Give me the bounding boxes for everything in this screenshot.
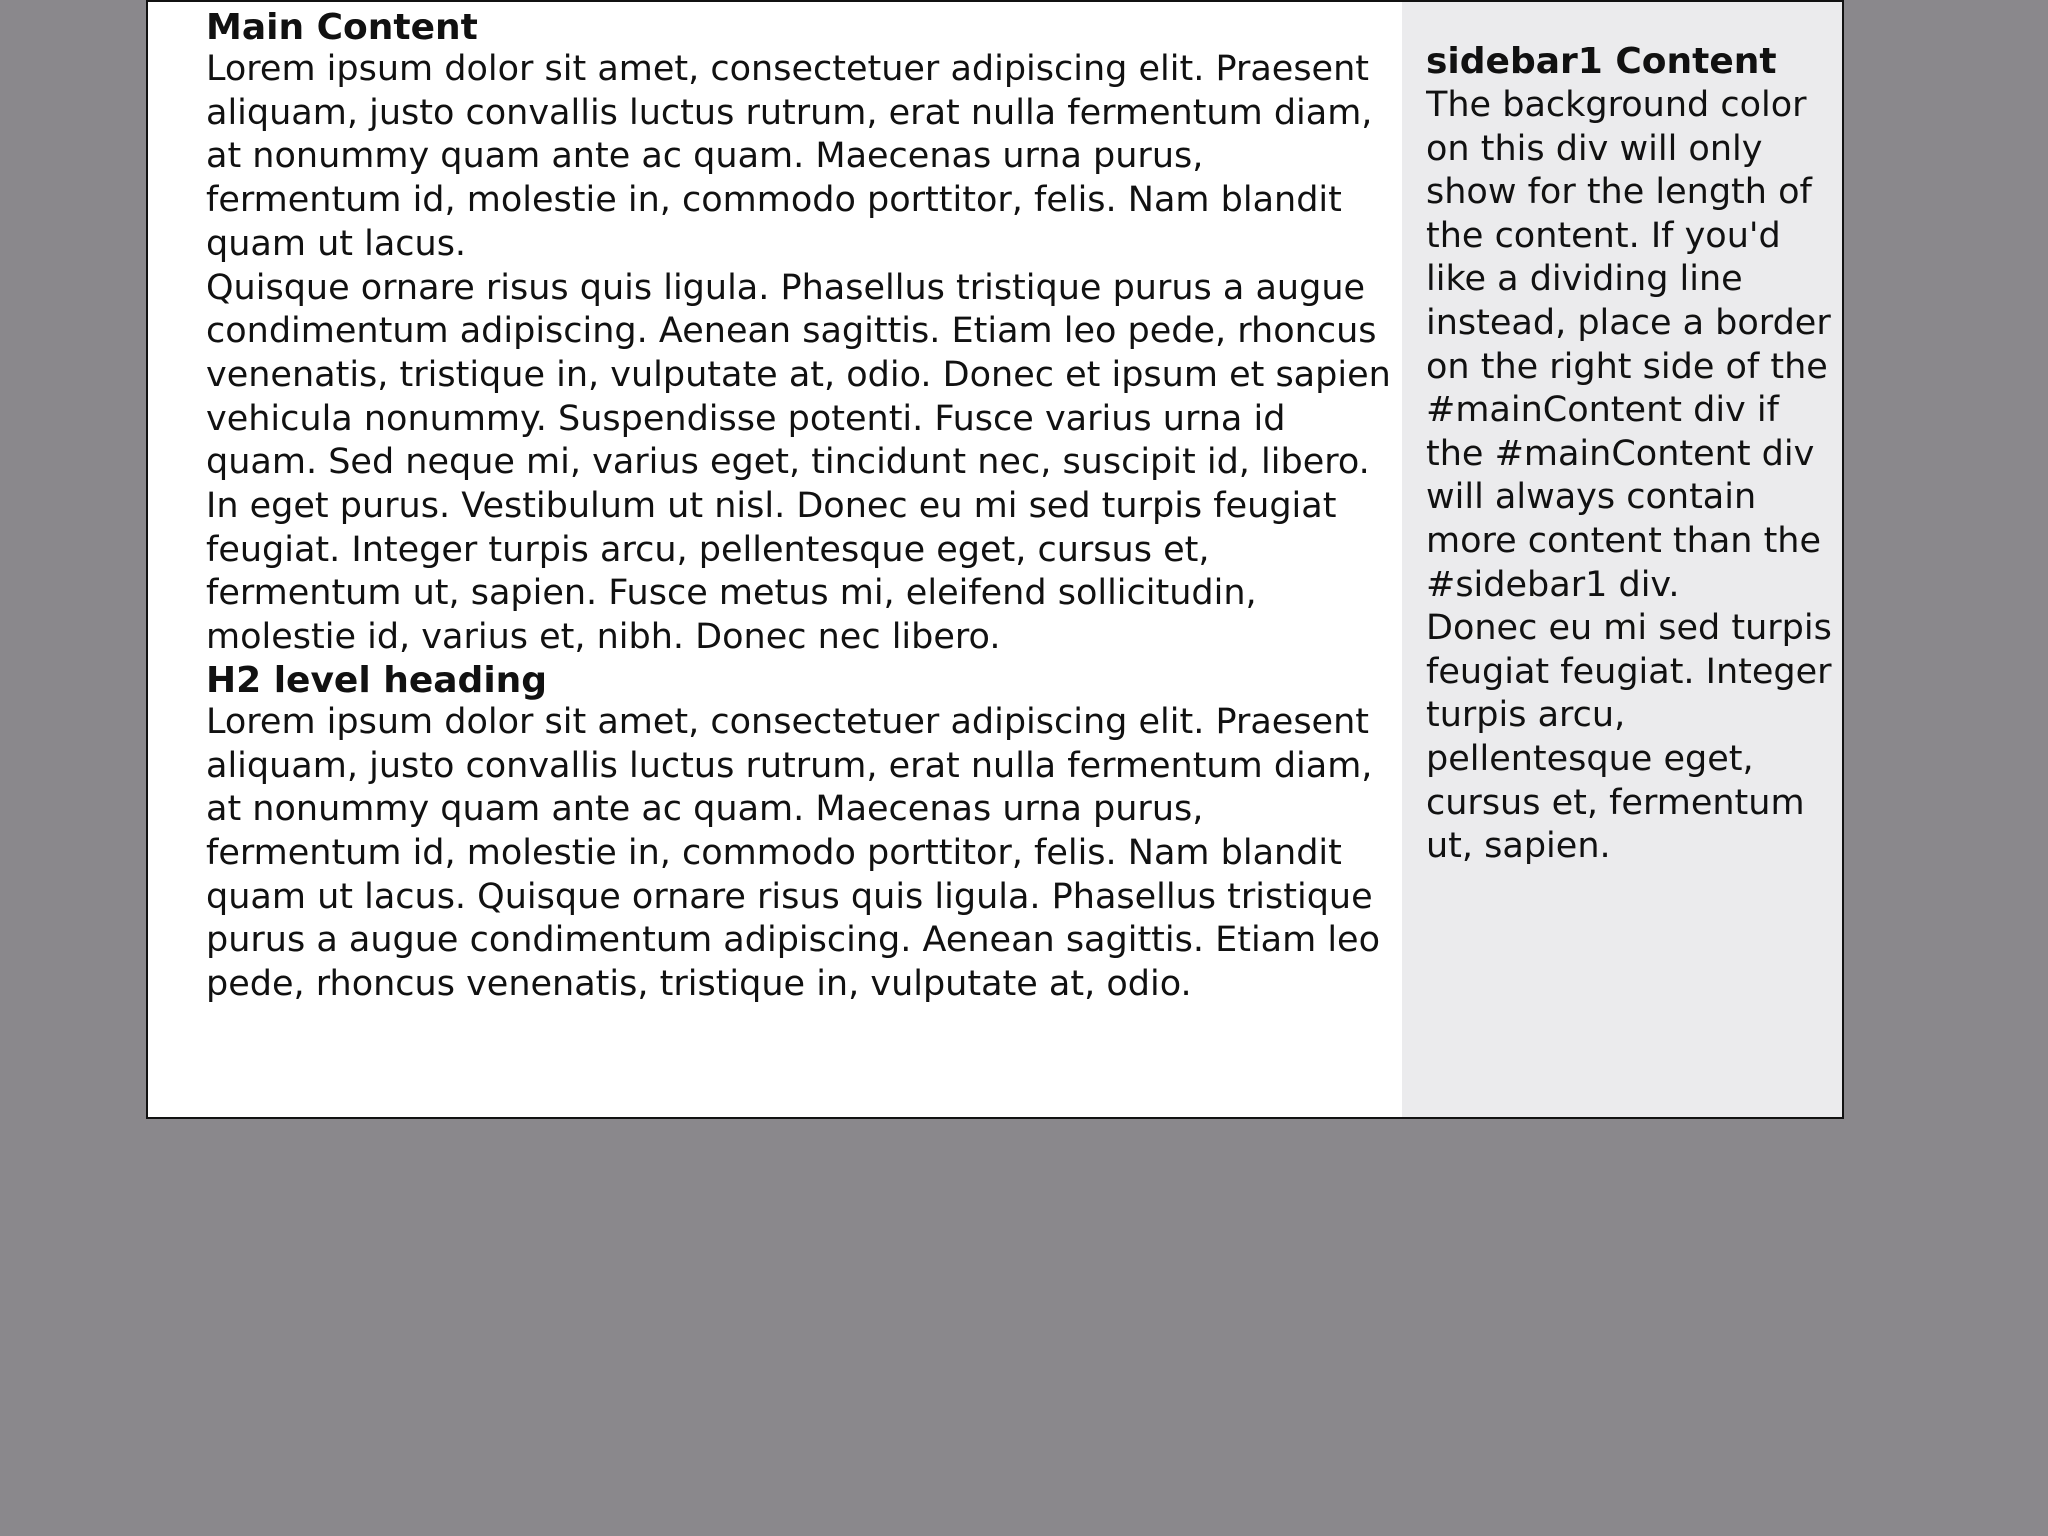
main-content (206, 7, 1396, 1112)
main-paragraph-1: Lorem ipsum dolor sit amet, consectetuer adipiscing elit. Praesent aliquam, justo convallis luctus rutrum, erat nulla fermentum diam, at nonummy quam ante ac quam. Maecenas urna purus, fermentum id, molestie in, commodo porttitor, felis. Nam blandit quam ut lacus. (206, 49, 1373, 264)
sidebar-paragraph-1: The background color on this div will only show for the length of the content. If you'd like a dividing line instead, place a border on the right side of the #mainContent div if the #mainContent div will always contain more content than the #sidebar1 div. (1426, 85, 1831, 605)
main-heading: Main Content (206, 7, 478, 48)
sidebar-content (1426, 40, 1840, 1100)
main-paragraph-2: Quisque ornare risus quis ligula. Phasellus tristique purus a augue condimentum adipiscing. Aenean sagittis. Etiam leo pede, rhoncus venenatis, tristique in, vulputate at, odio. Donec et ipsum et sapien vehicula nonummy. Suspendisse potenti. Fusce varius urna id quam. Sed neque mi, varius eget, tincidunt nec, suscipit id, libero. In eget purus. Vestibulum ut nisl. Donec eu mi sed turpis feugiat feugiat. Integer turpis arcu, pellentesque eget, cursus et, fermentum ut, sapien. Fusce metus mi, eleifend sollicitudin, molestie id, varius et, nibh. Donec nec libero. (206, 267, 1391, 658)
sidebar-heading: sidebar1 Content (1426, 41, 1777, 82)
main-paragraph-3: Lorem ipsum dolor sit amet, consectetuer adipiscing elit. Praesent aliquam, justo convallis luctus rutrum, erat nulla fermentum diam, at nonummy quam ante ac quam. Maecenas urna purus, fermentum id, molestie in, commodo porttitor, felis. Nam blandit quam ut lacus. Quisque ornare risus quis ligula. Phasellus tristique purus a augue condimentum adipiscing. Aenean sagittis. Etiam leo pede, rhoncus venenatis, tristique in, vulputate at, odio. (206, 701, 1381, 1005)
sidebar-paragraph-2: Donec eu mi sed turpis feugiat feugiat. Integer turpis arcu, pellentesque eget, cursus et, fermentum ut, sapien. (1426, 608, 1832, 867)
page-container (146, 0, 1844, 1119)
h2-heading: H2 level heading (206, 659, 548, 701)
